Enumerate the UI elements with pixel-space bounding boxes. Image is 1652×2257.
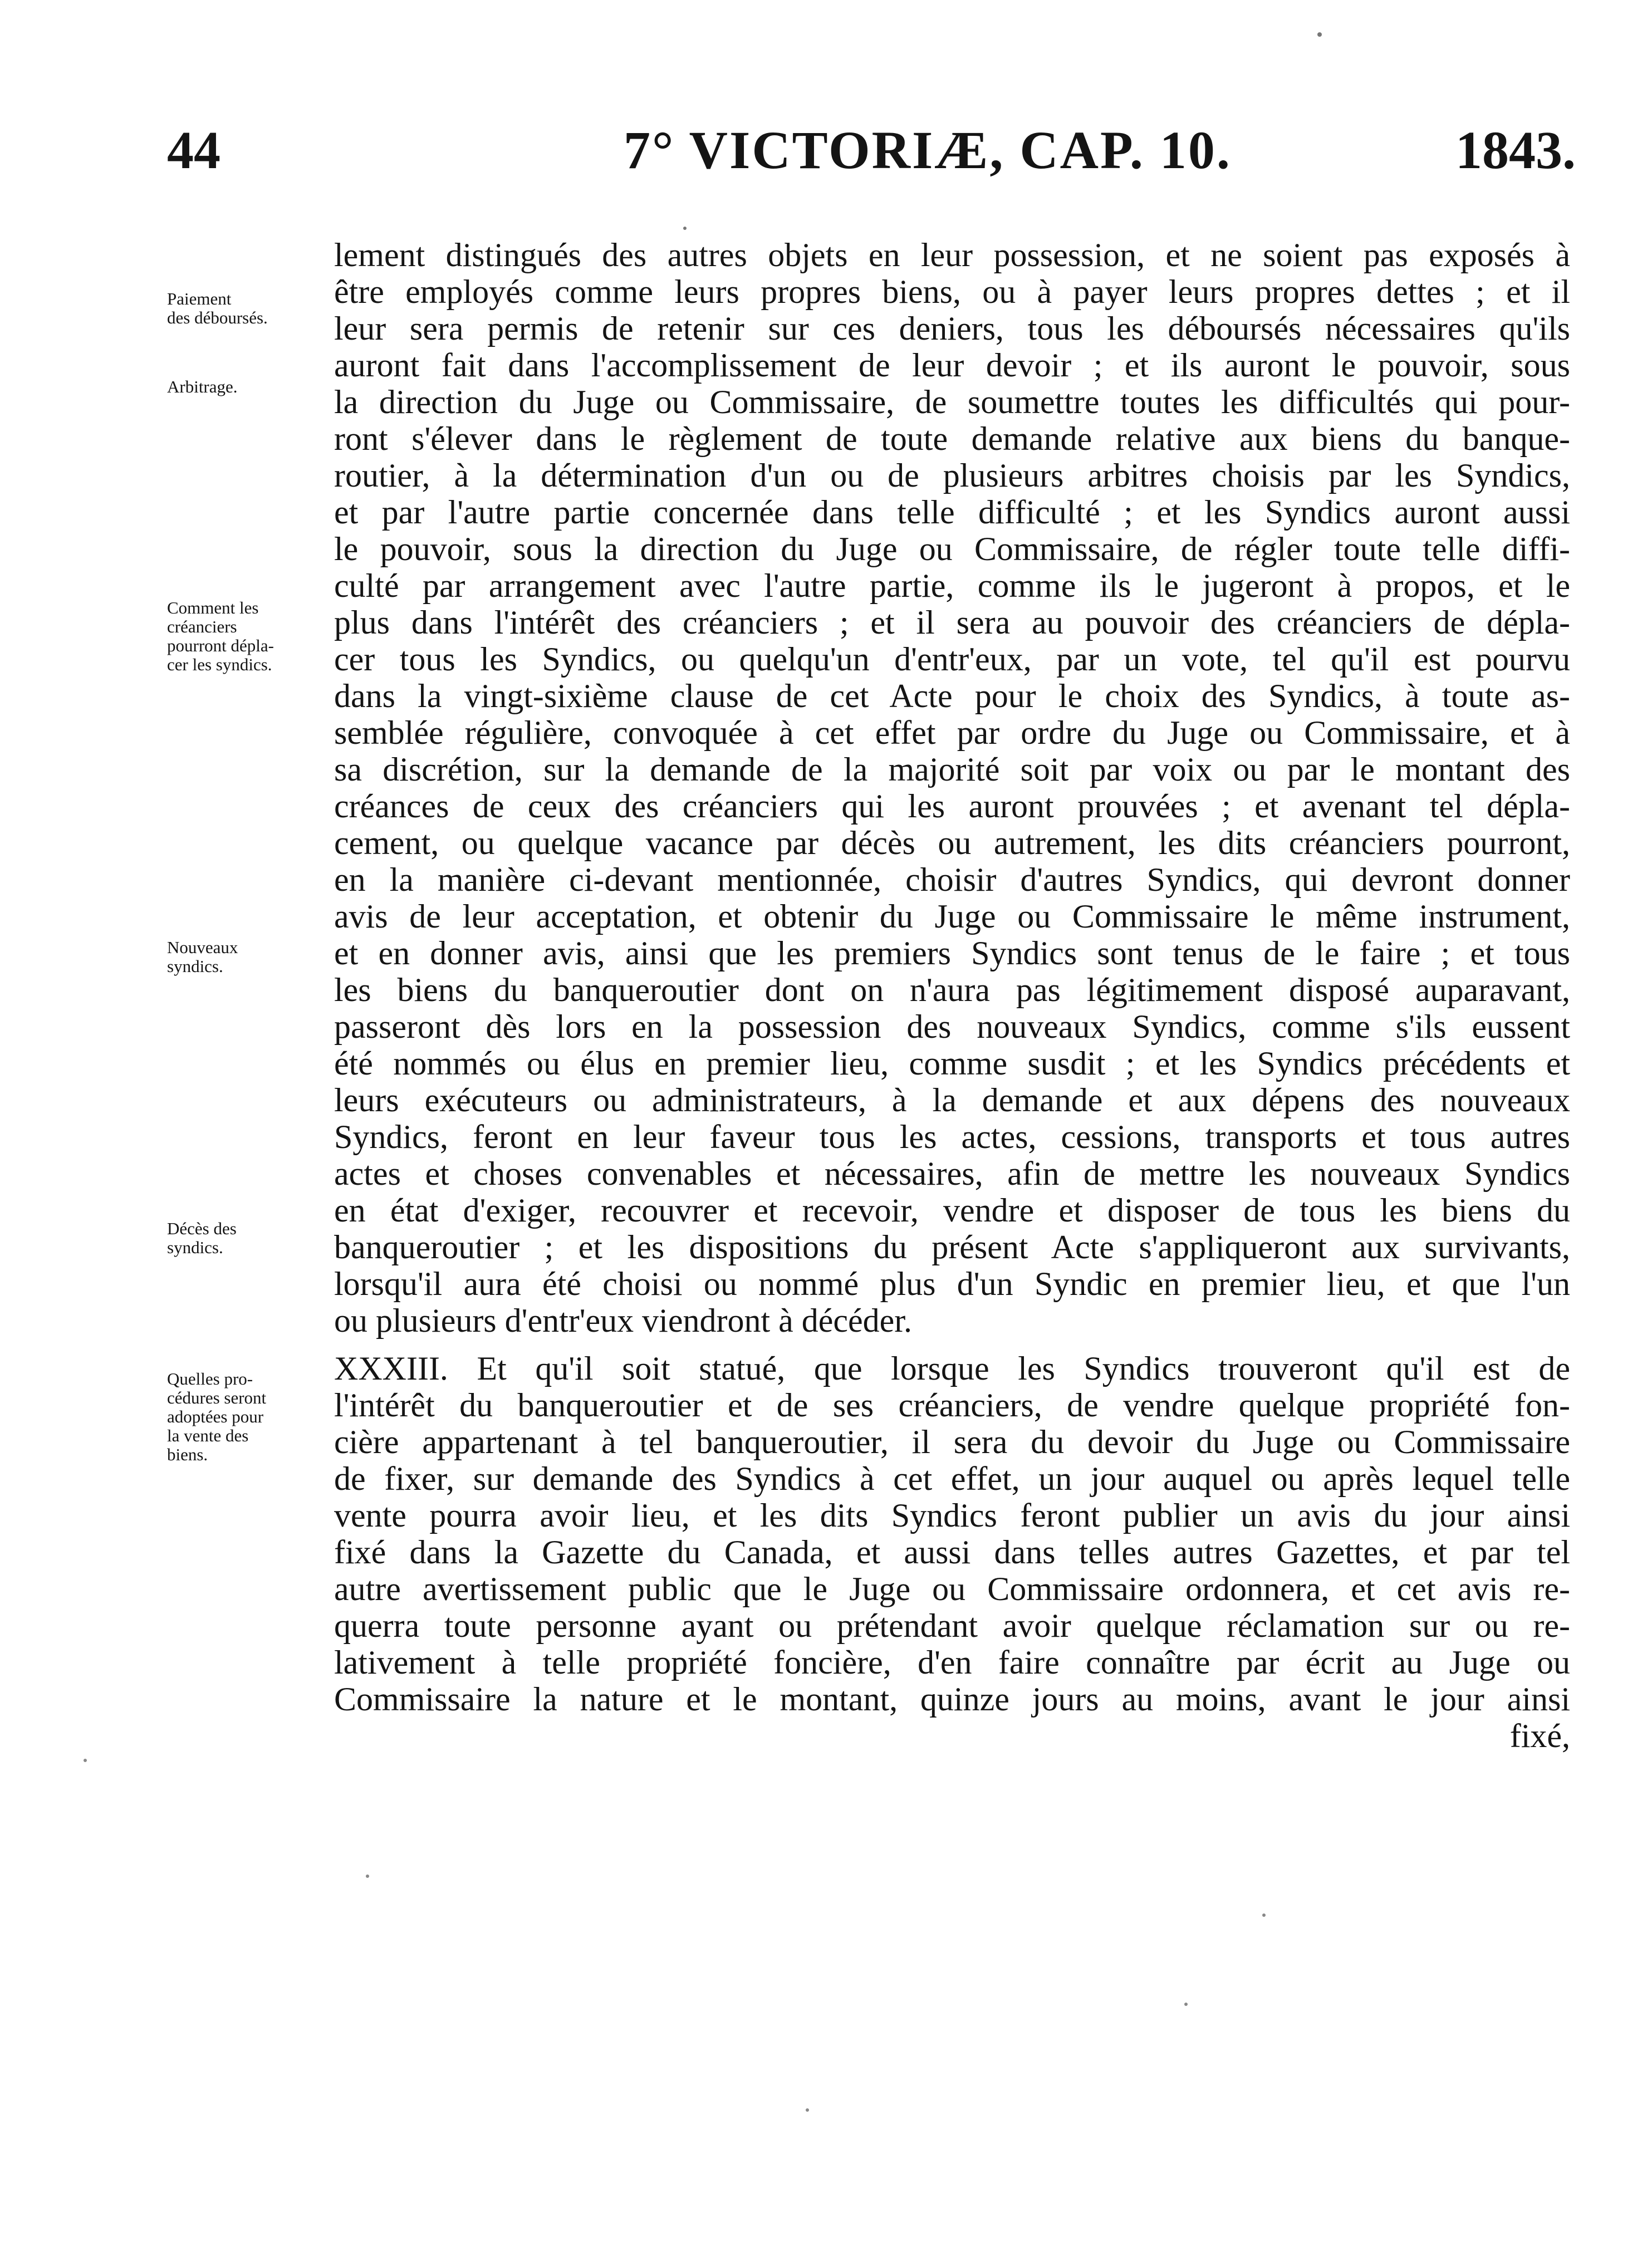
text-line: dans la vingt-sixième clause de cet Acte pour le choix des Syndics, à toute as- (334, 678, 1570, 714)
text-line: les biens du banqueroutier dont on n'aura pas légitimement disposé auparavant, (334, 972, 1570, 1008)
text-line: leurs exécuteurs ou administrateurs, à la demande et aux dépens des nouveaux (334, 1082, 1570, 1118)
side-note-line: Comment les (167, 598, 259, 617)
text-line: cière appartenant à tel banqueroutier, il sera du devoir du Juge ou Commissaire (334, 1424, 1570, 1460)
text-line: avis de leur acceptation, et obtenir du Juge ou Commissaire le même instrument, (334, 898, 1570, 935)
text-line: semblée régulière, convoquée à cet effet par ordre du Juge ou Commissaire, et à (334, 714, 1570, 751)
side-note-line: Arbitrage. (167, 377, 238, 396)
side-note-line: pourront dépla- (167, 636, 274, 655)
text-line: lorsqu'il aura été choisi ou nommé plus d'un Syndic en premier lieu, et que l'un (334, 1265, 1570, 1302)
side-note-line: Nouveaux (167, 938, 238, 957)
text-line: querra toute personne ayant ou prétendant avoir quelque réclamation sur ou re- (334, 1607, 1570, 1644)
side-note-line: adoptées pour (167, 1407, 264, 1426)
text-line: plus dans l'intérêt des créanciers ; et il sera au pouvoir des créanciers de dépla- (334, 604, 1570, 641)
side-note-line: syndics. (167, 956, 223, 976)
text-line: cement, ou quelque vacance par décès ou autrement, les dits créanciers pourront, (334, 825, 1570, 861)
text-line: été nommés ou élus en premier lieu, comme susdit ; et les Syndics précédents et (334, 1045, 1570, 1082)
text-line: ront s'élever dans le règlement de toute demande relative aux biens du banque- (334, 420, 1570, 457)
catchword: fixé, (1509, 1718, 1570, 1754)
text-line: ou plusieurs d'entr'eux viendront à décéder. (334, 1302, 912, 1339)
text-line: en la manière ci-devant mentionnée, choisir d'autres Syndics, qui devront donner (334, 861, 1570, 898)
text-line: cer tous les Syndics, ou quelqu'un d'entr'eux, par un vote, tel qu'il est pourvu (334, 641, 1570, 678)
text-line: être employés comme leurs propres biens, ou à payer leurs propres dettes ; et il (334, 273, 1570, 310)
side-note-line: syndics. (167, 1238, 223, 1257)
side-note-line: cédures seront (167, 1388, 267, 1407)
side-note-line: la vente des (167, 1426, 249, 1445)
header-year: 1843. (1455, 120, 1576, 180)
text-line: lativement à telle propriété foncière, d'en faire connaître par écrit au Juge ou (334, 1644, 1570, 1681)
side-note-line: Paiement (167, 289, 232, 308)
running-title: 7° VICTORIÆ, CAP. 10. (624, 120, 1232, 180)
text-line: la direction du Juge ou Commissaire, de soumettre toutes les difficultés qui pour- (334, 384, 1570, 420)
text-line: actes et choses convenables et nécessaires, afin de mettre les nouveaux Syndics (334, 1155, 1570, 1192)
side-note-line: Décès des (167, 1219, 237, 1238)
text-line: leur sera permis de retenir sur ces deniers, tous les déboursés nécessaires qu'ils (334, 310, 1570, 347)
side-note-line: Quelles pro- (167, 1369, 253, 1388)
side-note-line: créanciers (167, 617, 237, 636)
side-note-line: biens. (167, 1445, 208, 1464)
text-line: XXXIII. Et qu'il soit statué, que lorsque les Syndics trouveront qu'il est de (334, 1350, 1570, 1387)
text-line: Commissaire la nature et le montant, quinze jours au moins, avant le jour ainsi (334, 1681, 1570, 1718)
text-line: routier, à la détermination d'un ou de plusieurs arbitres choisis par les Syndics, (334, 457, 1570, 494)
page-number: 44 (167, 120, 220, 180)
text-line: auront fait dans l'accomplissement de leur devoir ; et ils auront le pouvoir, sous (334, 347, 1570, 384)
text-line: vente pourra avoir lieu, et les dits Syndics feront publier un avis du jour ainsi (334, 1497, 1570, 1534)
text-line: Syndics, feront en leur faveur tous les actes, cessions, transports et tous autres (334, 1118, 1570, 1155)
text-line: lement distingués des autres objets en leur possession, et ne soient pas exposés à (334, 237, 1570, 273)
text-line: passeront dès lors en la possession des nouveaux Syndics, comme s'ils eussent (334, 1008, 1570, 1045)
side-note-line: cer les syndics. (167, 655, 272, 674)
side-note-line: des déboursés. (167, 308, 268, 327)
text-line: et en donner avis, ainsi que les premiers Syndics sont tenus de le faire ; et tous (334, 935, 1570, 972)
text-line: le pouvoir, sous la direction du Juge ou Commissaire, de régler toute telle diffi- (334, 531, 1570, 567)
text-line: fixé dans la Gazette du Canada, et aussi dans telles autres Gazettes, et par tel (334, 1534, 1570, 1571)
text-line: culté par arrangement avec l'autre partie, comme ils le jugeront à propos, et le (334, 567, 1570, 604)
text-line: en état d'exiger, recouvrer et recevoir, vendre et disposer de tous les biens du (334, 1192, 1570, 1229)
text-line: l'intérêt du banqueroutier et de ses créanciers, de vendre quelque propriété fon- (334, 1387, 1570, 1424)
text-line: autre avertissement public que le Juge ou Commissaire ordonnera, et cet avis re- (334, 1571, 1570, 1607)
text-line: créances de ceux des créanciers qui les auront prouvées ; et avenant tel dépla- (334, 788, 1570, 825)
text-line: et par l'autre partie concernée dans telle difficulté ; et les Syndics auront aussi (334, 494, 1570, 531)
text-line: de fixer, sur demande des Syndics à cet effet, un jour auquel ou après lequel telle (334, 1460, 1570, 1497)
text-line: sa discrétion, sur la demande de la majorité soit par voix ou par le montant des (334, 751, 1570, 788)
text-line: banqueroutier ; et les dispositions du présent Acte s'appliqueront aux survivants, (334, 1229, 1570, 1265)
